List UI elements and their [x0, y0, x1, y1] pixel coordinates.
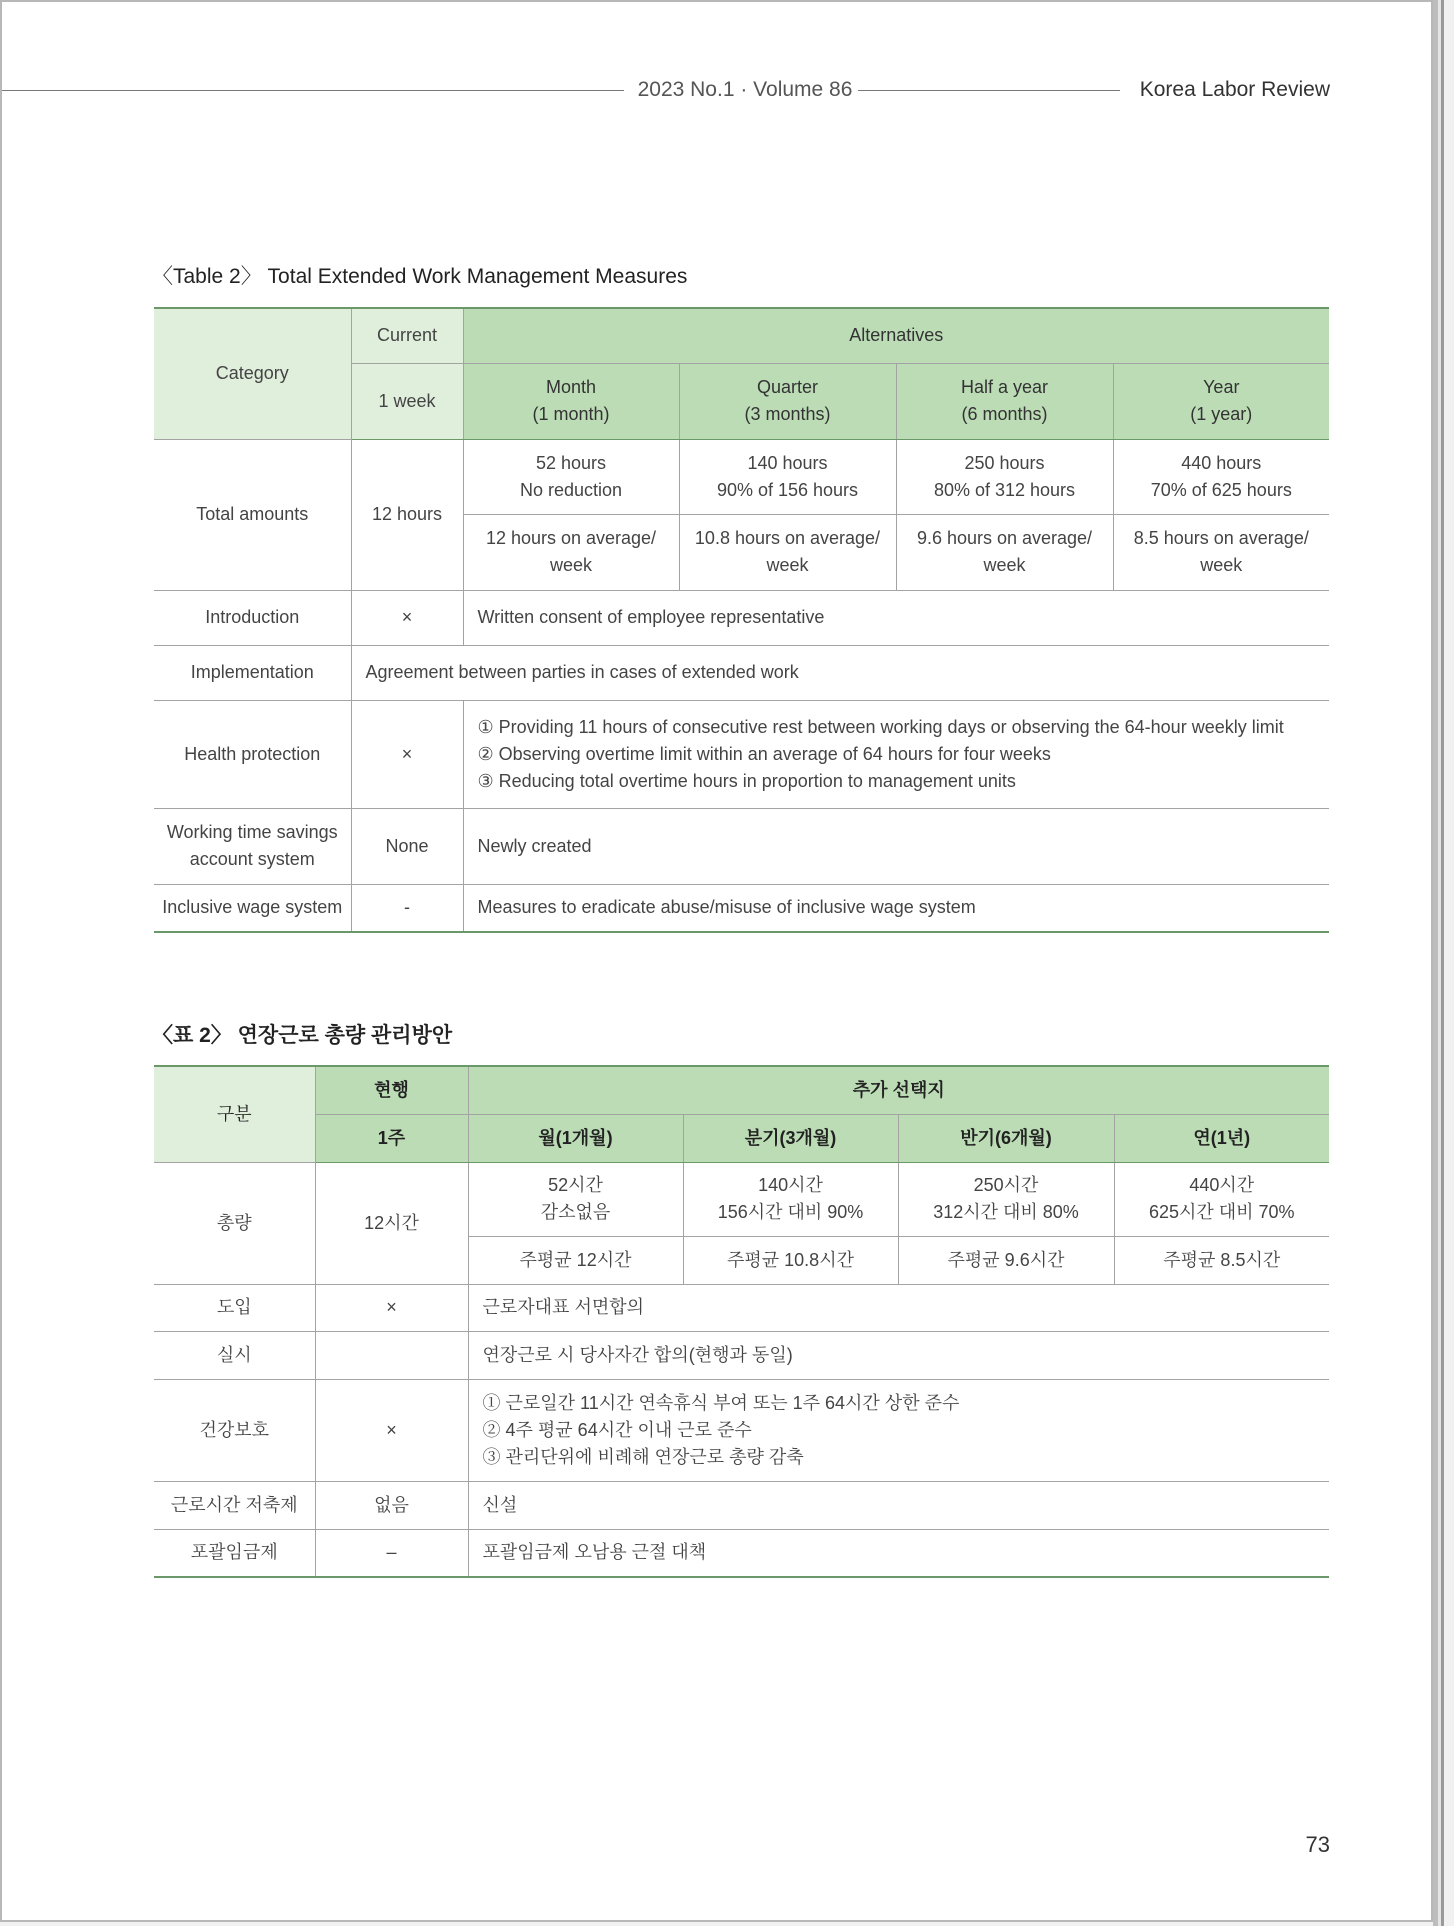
table-ko — [154, 1065, 1329, 1578]
table-row — [154, 439, 1329, 514]
row-label-health: Health protection — [154, 700, 351, 808]
header-year: Year (1 year) — [1113, 363, 1329, 439]
table-row — [154, 1284, 1329, 1331]
header-category: 구분 — [154, 1066, 315, 1162]
cell-health-current: × — [351, 700, 463, 808]
row-label-wage: 포괄임금제 — [154, 1529, 315, 1577]
row-label-introduction: Introduction — [154, 590, 351, 645]
cell-wage-current: - — [351, 884, 463, 932]
cell-month-total: 52 hours No reduction — [463, 439, 679, 514]
cell-wage-alt: Measures to eradicate abuse/misuse of inclusive wage system — [463, 884, 1329, 932]
row-label-total: 총량 — [154, 1162, 315, 1284]
header-issue: 2023 No.1 · Volume 86 — [637, 78, 853, 101]
cell-year-total: 440시간 625시간 대비 70% — [1114, 1162, 1329, 1236]
table-row — [154, 700, 1329, 808]
header-quarter: Quarter (3 months) — [679, 363, 896, 439]
cell-month-total: 52시간 감소없음 — [468, 1162, 683, 1236]
cell-total-current: 12시간 — [315, 1162, 468, 1284]
cell-savings-alt: Newly created — [463, 808, 1329, 884]
row-label-savings: 근로시간 저축제 — [154, 1481, 315, 1529]
table-row — [154, 1331, 1329, 1379]
cell-implementation-alt: Agreement between parties in cases of extended work — [351, 645, 1329, 700]
header-journal-title: Korea Labor Review — [1139, 78, 1330, 101]
cell-month-average: 주평균 12시간 — [468, 1236, 683, 1284]
page-number: 73 — [1305, 1832, 1330, 1857]
table-row — [154, 590, 1329, 645]
cell-quarter-average: 주평균 10.8시간 — [683, 1236, 898, 1284]
header-rule-right — [858, 90, 1120, 91]
cell-introduction-current: × — [315, 1284, 468, 1331]
header-year: 연(1년) — [1114, 1114, 1329, 1162]
header-month: Month (1 month) — [463, 363, 679, 439]
header-half-year: Half a year (6 months) — [896, 363, 1113, 439]
cell-introduction-current: × — [351, 590, 463, 645]
table-row — [154, 808, 1329, 884]
table-caption-ko: 〈표 2〉 연장근로 총량 관리방안 — [152, 1024, 453, 1047]
header-half-year: 반기(6개월) — [898, 1114, 1114, 1162]
cell-health-alt: ① Providing 11 hours of consecutive rest between working days or observing the 64-hour weekly limit ② Observing overtime limit within an average of 64 hours for four weeks ③ Reducing total overtime hours in proportion to management units — [463, 700, 1329, 808]
cell-half-average: 주평균 9.6시간 — [898, 1236, 1114, 1284]
header-rule-left — [2, 90, 624, 91]
table-row — [154, 1379, 1329, 1481]
table-row — [154, 1162, 1329, 1236]
row-label-implementation: Implementation — [154, 645, 351, 700]
cell-half-total: 250 hours 80% of 312 hours — [896, 439, 1113, 514]
cell-quarter-total: 140시간 156시간 대비 90% — [683, 1162, 898, 1236]
header-month: 월(1개월) — [468, 1114, 683, 1162]
table-en — [154, 307, 1329, 933]
table-row — [154, 1529, 1329, 1577]
cell-year-average: 주평균 8.5시간 — [1114, 1236, 1329, 1284]
row-label-savings: Working time savings account system — [154, 808, 351, 884]
header-alternatives: Alternatives — [463, 308, 1329, 363]
cell-health-alt: ① 근로일간 11시간 연속휴식 부여 또는 1주 64시간 상한 준수 ② 4주 평균 64시간 이내 근로 준수 ③ 관리단위에 비례해 연장근로 총량 감축 — [468, 1379, 1329, 1481]
page-edge-border — [1441, 0, 1444, 1926]
cell-health-current: × — [315, 1379, 468, 1481]
cell-wage-alt: 포괄임금제 오남용 근절 대책 — [468, 1529, 1329, 1577]
header-week: 1 week — [351, 363, 463, 439]
cell-quarter-average: 10.8 hours on average/ week — [679, 514, 896, 590]
row-label-introduction: 도입 — [154, 1284, 315, 1331]
cell-wage-current: – — [315, 1529, 468, 1577]
header-category: Category — [154, 308, 351, 439]
row-label-implementation: 실시 — [154, 1331, 315, 1379]
cell-total-current: 12 hours — [351, 439, 463, 590]
cell-half-total: 250시간 312시간 대비 80% — [898, 1162, 1114, 1236]
header-week: 1주 — [315, 1114, 468, 1162]
row-label-health: 건강보호 — [154, 1379, 315, 1481]
header-quarter: 분기(3개월) — [683, 1114, 898, 1162]
cell-implementation-current — [315, 1331, 468, 1379]
cell-introduction-alt: 근로자대표 서면합의 — [468, 1284, 1329, 1331]
table-row — [154, 884, 1329, 932]
table-row — [154, 645, 1329, 700]
row-label-total: Total amounts — [154, 439, 351, 590]
header-current: 현행 — [315, 1066, 468, 1114]
table-caption-en: 〈Table 2〉 Total Extended Work Management Measures — [152, 265, 688, 288]
table-row — [154, 1481, 1329, 1529]
cell-half-average: 9.6 hours on average/ week — [896, 514, 1113, 590]
cell-implementation-alt: 연장근로 시 당사자간 합의(현행과 동일) — [468, 1331, 1329, 1379]
cell-year-total: 440 hours 70% of 625 hours — [1113, 439, 1329, 514]
header-current: Current — [351, 308, 463, 363]
cell-savings-current: None — [351, 808, 463, 884]
cell-quarter-total: 140 hours 90% of 156 hours — [679, 439, 896, 514]
cell-year-average: 8.5 hours on average/ week — [1113, 514, 1329, 590]
cell-savings-alt: 신설 — [468, 1481, 1329, 1529]
cell-savings-current: 없음 — [315, 1481, 468, 1529]
row-label-wage: Inclusive wage system — [154, 884, 351, 932]
cell-month-average: 12 hours on average/ week — [463, 514, 679, 590]
cell-introduction-alt: Written consent of employee representative — [463, 590, 1329, 645]
header-alternatives: 추가 선택지 — [468, 1066, 1329, 1114]
